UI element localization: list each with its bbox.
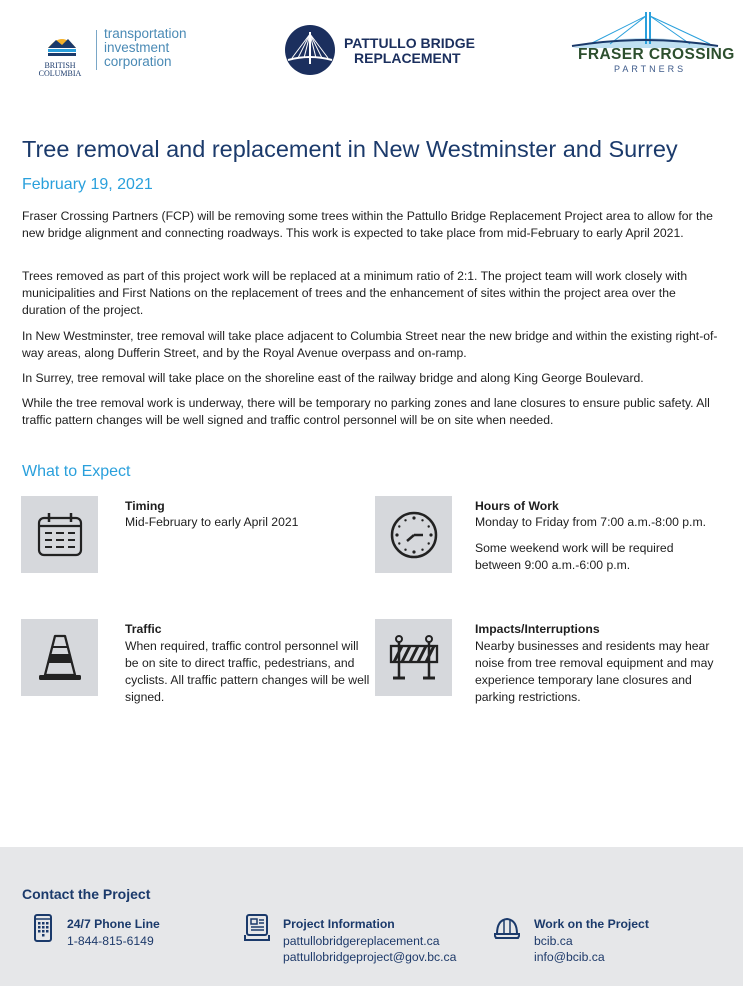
- calendar-icon: [36, 512, 84, 558]
- pattullo-bridge-logo: [284, 24, 336, 76]
- impacts-icon-box: [375, 619, 452, 696]
- impacts-title: Impacts/Interruptions: [475, 622, 600, 636]
- pattullo-bridge-text: [344, 36, 475, 66]
- paragraph-new-westminster: In New Westminster, tree removal will take place adjacent to Columbia Street near the new bridge and within the existing right-of-way areas, along Dufferin Street, and by the Royal Avenue overpass and on-ramp.: [22, 329, 718, 360]
- project-website-link[interactable]: pattullobridgereplacement.ca: [283, 934, 440, 948]
- hard-hat-icon: [494, 914, 520, 942]
- logo-divider: [96, 30, 97, 70]
- bcib-website-link[interactable]: bcib.ca: [534, 934, 573, 948]
- bc-logo-line2: COLUMBIA: [38, 69, 82, 78]
- fraser-crossing-logo: [570, 10, 720, 50]
- project-email-link[interactable]: pattullobridgeproject@gov.bc.ca: [283, 950, 457, 964]
- document-icon: [244, 914, 270, 942]
- fcp-logo-subtitle: PARTNERS: [614, 64, 687, 74]
- bcib-email-link[interactable]: info@bcib.ca: [534, 950, 605, 964]
- timing-title: Timing: [125, 499, 165, 513]
- timing-text: Mid-February to early April 2021: [125, 515, 299, 529]
- paragraph-safety: While the tree removal work is underway, there will be temporary no parking zones and lane closures to ensure public safety. All traffic pattern changes will be well signed and traffic control personnel will be on site when needed.: [22, 396, 710, 427]
- pbr-line2: REPLACEMENT: [354, 50, 461, 66]
- paragraph-surrey: In Surrey, tree removal will take place on the shoreline east of the railway bridge and along King George Boulevard.: [22, 371, 644, 385]
- fcp-logo-title: FRASER CROSSING: [578, 46, 735, 63]
- hours-title: Hours of Work: [475, 499, 559, 513]
- traffic-icon-box: [21, 619, 98, 696]
- bc-logo-line1: BRITISH: [44, 61, 76, 70]
- pbr-line1: PATTULLO BRIDGE: [344, 35, 475, 51]
- impacts-text: Nearby businesses and residents may hear noise from tree removal equipment and may experience temporary lane closures and parking restrictions.: [475, 639, 714, 704]
- work-on-project-title: Work on the Project: [534, 917, 649, 931]
- project-information-title: Project Information: [283, 917, 395, 931]
- traffic-cone-icon: [37, 633, 83, 683]
- paragraph-intro: Fraser Crossing Partners (FCP) will be removing some trees within the Pattullo Bridge Replacement Project area to allow for the new bridge alignment and connecting roadways. This work is expected to take place from mid-February to early April 2021.: [22, 209, 713, 240]
- paragraph-replacement: Trees removed as part of this project work will be replaced at a minimum ratio of 2:1. The project team will work closely with municipalities and First Nations on the replacement of trees and the enhancement of sites within the project area over the duration of the project.: [22, 269, 688, 317]
- phone-line-title: 24/7 Phone Line: [67, 917, 160, 931]
- clock-icon: [389, 510, 439, 560]
- page-title: Tree removal and replacement in New Westminster and Surrey: [22, 136, 678, 162]
- hours-icon-box: [375, 496, 452, 573]
- traffic-text: When required, traffic control personnel will be on site to direct traffic, pedestrians, and cyclists. All traffic pattern changes will be well signed.: [125, 639, 370, 704]
- bc-logo-text: [30, 62, 90, 78]
- phone-icon: [30, 914, 56, 942]
- timing-icon-box: [21, 496, 98, 573]
- tic-logo-text: [104, 27, 187, 69]
- publish-date: February 19, 2021: [22, 176, 153, 193]
- what-to-expect-heading: What to Expect: [22, 463, 131, 480]
- barrier-icon: [388, 634, 440, 682]
- phone-number[interactable]: 1-844-815-6149: [67, 934, 154, 948]
- traffic-title: Traffic: [125, 622, 162, 636]
- tic-line3: corporation: [104, 54, 172, 69]
- tic-line2: investment: [104, 40, 170, 55]
- contact-heading: Contact the Project: [22, 886, 151, 902]
- hours-text-weekend: Some weekend work will be required between 9:00 a.m.-6:00 p.m.: [475, 541, 674, 572]
- page-header: [0, 0, 743, 110]
- tic-line1: transportation: [104, 26, 187, 41]
- hours-text-weekday: Monday to Friday from 7:00 a.m.-8:00 p.m.: [475, 515, 706, 529]
